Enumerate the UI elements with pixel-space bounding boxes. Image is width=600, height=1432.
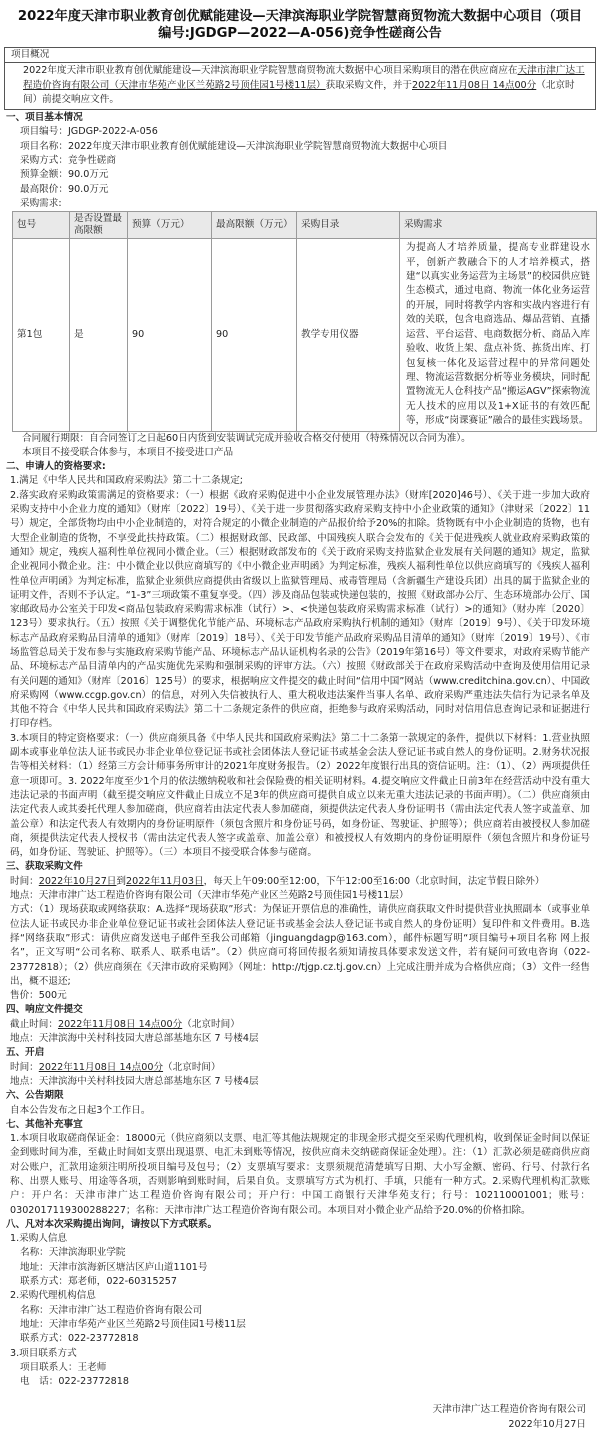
table-row <box>13 239 597 431</box>
response-deadline-suffix: （北京时间） <box>182 1018 240 1030</box>
purchaser-phone: 联系方式：郑老师，022-60315257 <box>20 1276 177 1288</box>
overview-box <box>4 47 596 110</box>
obtain-heading: 三、获取采购文件 <box>6 861 83 873</box>
basic-item: 采购方式：竞争性磋商 <box>20 155 116 167</box>
response-deadline-label: 截止时间： <box>10 1018 58 1030</box>
table-header-cell: 是否设置最高限额 <box>70 212 128 239</box>
contract-term: 合同履行期限：自合同签订之日起60日内货到安装调试完成并验收合格交付使用（特殊情况以合同为准）。 <box>22 432 471 444</box>
cell-catalog: 教学专用仪器 <box>297 239 400 431</box>
purchaser-name: 名称：天津滨海职业学院 <box>20 1247 126 1259</box>
agent-name: 名称：天津市津广达工程造价咨询有限公司 <box>20 1304 203 1316</box>
period-heading: 六、公告期限 <box>6 1090 64 1102</box>
other-heading: 七、其他补充事宜 <box>6 1118 83 1130</box>
signature-org: 天津市津广达工程造价咨询有限公司 <box>432 1404 586 1416</box>
response-deadline <box>10 1018 590 1032</box>
table-header-cell: 采购需求 <box>400 212 597 239</box>
purchaser-heading: 1.采购人信息 <box>10 1233 68 1245</box>
requirements-table <box>12 211 597 431</box>
table-header-row <box>13 212 597 239</box>
table-header-cell: 最高限额（万元） <box>212 212 297 239</box>
table-header-cell: 预算（万元） <box>128 212 212 239</box>
overview-text <box>5 63 595 109</box>
period-text: 自本公告发布之日起3个工作日。 <box>10 1104 151 1116</box>
table-header-cell: 包号 <box>13 212 70 239</box>
overview-text-c: （北京时间）前提交响应文件。 <box>23 79 575 105</box>
opening-time <box>10 1061 590 1075</box>
obtain-place: 地点：天津市津广达工程造价咨询有限公司（天津市华苑产业区兰苑路2号顶佳园1号楼11层） <box>10 890 409 902</box>
obtain-to: 到 <box>116 875 126 887</box>
basic-item: 项目编号：JGDGP-2022-A-056 <box>20 126 158 138</box>
basic-item: 预算金额：90.0万元 <box>20 169 109 181</box>
basic-item: 最高限价：90.0万元 <box>20 183 109 195</box>
agent-phone: 联系方式：022-23772818 <box>20 1333 139 1345</box>
obtain-start: 2022年10月27日 <box>38 875 117 887</box>
project-contact-phone: 电 话：022-23772818 <box>20 1376 129 1388</box>
obtain-time-label: 时间： <box>10 875 39 887</box>
obtain-price: 售价：500元 <box>10 990 67 1002</box>
opening-time-suffix: （北京时间） <box>163 1061 221 1073</box>
cell-limit: 90 <box>212 239 297 431</box>
table-header-cell: 采购目录 <box>297 212 400 239</box>
contact-heading: 八、凡对本次采购提出询问，请按以下方式联系。 <box>6 1218 218 1230</box>
basic-heading: 一、项目基本情况 <box>6 112 83 124</box>
cell-budget: 90 <box>128 239 212 431</box>
signature-date: 2022年10月27日 <box>508 1418 586 1430</box>
cell-has-limit: 是 <box>70 239 128 431</box>
obtain-time-rest: ，每天上午09:00至12:00，下午12:00至16:00（北京时间，法定节假日除外） <box>203 875 545 887</box>
obtain-time <box>10 875 590 889</box>
opening-time-label: 时间： <box>10 1061 39 1073</box>
response-deadline-value: 2022年11月08日 14点00分 <box>57 1018 183 1030</box>
response-place: 地点：天津滨海中关村科技园大唐总部基地东区 7 号楼4层 <box>10 1033 259 1045</box>
project-contact-heading: 3.项目联系方式 <box>10 1347 77 1359</box>
overview-text-a: 2022年度天津市职业教育创优赋能建设—天津滨海职业学院智慧商贸物流大数据中心项目采购项目的潜在供应商应在 <box>23 65 518 77</box>
qual-heading: 二、申请人的资格要求: <box>6 461 106 473</box>
obtain-method: 方式：（1）现场获取或网络获取：A.选择“现场获取”形式：为保证开票信息的准确性，请供应商获取文件时提供营业执照副本（或事业单位法人证书或民办非企业单位登记证书或社会团体法人登记证书或基金会法人登记证书或自然人的身份证明）复印件和文件费用。B.选择“网络获取”形式：请供应商发送电子邮件至我公司邮箱（jinguangdagp@163.com），邮件标题写明“项目编号+项目名称 网上报名”，正文写明“公司名称、联系人、联系电话”。（2）供应商可将回传报名须知请按具体要求发送文件，若有疑问可致电咨询（022-23772818）；（2）供应商须在《天津市政府采购网》（网址：http://tjgp.cz.tj.gov.cn）上完成注册并成为合格供应商；（3）文件一经售出，概不退还; <box>10 904 590 987</box>
contract-note: 本项目不接受联合体参与，本项目不接受进口产品 <box>22 446 234 458</box>
overview-deadline: 2022年11月08日 14点00分 <box>411 79 537 91</box>
qual-item-3: 3.本项目的特定资格要求：（一）供应商须具备《中华人民共和国政府采购法》第二十二条第一款规定的条件，提供以下材料：1.营业执照副本或事业单位法人证书或民办非企业单位登记证书或社会团体法人登记证书或基金会法人登记证书或自然人的身份证明。2.财务状况报告等相关材料：（1）经第三方会计师事务所审计的2021年度财务报告。（2）2022年度银行出具的资信证明。注：（1）、（2）两项提供任意一项即可。3. 2022年度至少1个月的依法缴纳税收和社会保险费的相关证明材料。4.提交响应文件截止日前3年在经营活动中没有重大违法记录的书面声明（截至提交响应文件截止日成立不足3年的供应商可提供自成立以来无重大违法记录的书面声明）。（二）供应商须由法定代表人或其委托代理人参加磋商，供应商若由法定代表人参加磋商，须提供法定代表人身份证明书（需由法定代表人签字或盖章、加盖公章）和法定代表人有效期内的身份证明原件（须包含照片和身份证号码，如身份证、驾驶证、护照等）；供应商若由被授权人参加磋商，须提供法定代表人授权书（需由法定代表人签字或盖章、加盖公章）和被授权人有效期内的身份证明原件（须包含照片和身份证号码，如身份证、驾驶证、护照等）。（三）本项目不接受联合体参与磋商。 <box>10 732 590 859</box>
qual-item-2: 2.落实政府采购政策需满足的资格要求：（一）根据《政府采购促进中小企业发展管理办法》（财库[2020]46号）、《关于进一步加大政府采购支持中小企业力度的通知》（财库〔2022〕19号）、《关于进一步贯彻落实政府采购支持中小企业政策的通知》（津财采〔2022〕11号）规定，全部货物均由中小企业制造的，对符合规定的小微企业制造的产品报价给予20%的扣除。货物既有中小企业制造的货物，也有大型企业制造的货物，不享受此扶持政策。（二）根据财政部、民政部、中国残疾人联合会发布的《关于促进残疾人就业政府采购政策的通知》规定，残疾人福利性单位视同小微企业。（三）根据财政部发布的《关于政府采购支持监狱企业发展有关问题的通知》规定，监狱企业视同小微企业。注：中小微企业以供应商填写的《中小微企业声明函》为判定标准，残疾人福利性单位以供应商填写的《残疾人福利性单位声明函》为判定标准，监狱企业须供应商提供由省级以上监狱管理局、戒毒管理局（含新疆生产建设兵团）出具的属于监狱企业的证明文件，否则不予认定。“1-3”三项政策不重复享受。（四）涉及商品包装或快递包装的，按照《财政部办公厅、生态环境部办公厅、国家邮政局办公室关于印发<商品包装政府采购需求标准（试行）>、<快递包装政府采购需求标准（试行）>的通知》（财办库〔2020〕123号）要求执行。（五）按照《关于调整优化节能产品、环境标志产品政府采购执行机制的通知》（财库〔2019〕9号）、《关于印发环境标志产品政府采购品目清单的通知》（财库〔2019〕18号）、《关于印发节能产品政府采购品目清单的通知》（财库〔2019〕19号）、《市场监管总局关于发布参与实施政府采购节能产品、环境标志产品认证机构名录的公告》（2019年第16号）等文件要求，对政府采购节能产品、环境标志产品目清单内的产品实施优先采购和强制采购的评审方法。（六）按照《财政部关于在政府采购活动中查询及使用信用记录有关问题的通知》（财库〔2016〕125号）的要求，根据响应文件提交的截止时间“信用中国”网站（www.creditchina.gov.cn）、中国政府采购网（www.ccgp.gov.cn）的信息，对列入失信被执行人、重大税收违法案件当事人名单、政府采购严重违法失信行为记录名单及其他不符合《中华人民共和国政府采购法》第二十二条规定条件的供应商，拒绝参与政府采购活动，同时对信用信息查询记录和证据进行打印存档。 <box>10 489 590 730</box>
qual-item-1: 1.满足《中华人民共和国政府采购法》第二十二条规定; <box>10 475 244 487</box>
overview-heading: 项目概况 <box>5 48 595 63</box>
page-title: 2022年度天津市职业教育创优赋能建设—天津滨海职业学院智慧商贸物流大数据中心项目（项目编号:JGDGP—2022—A-056)竞争性磋商公告 <box>17 9 583 41</box>
overview-location: 天津市津广达工程造价咨询有限公司（天津市华苑产业区兰苑路2号顶佳园1号楼11层） <box>23 65 585 91</box>
purchaser-address: 地址：天津市滨海新区塘沽区庐山道1101号 <box>20 1261 208 1273</box>
overview-text-b: 获取采购文件，并于 <box>325 79 412 91</box>
response-heading: 四、响应文件提交 <box>6 1004 83 1016</box>
agent-heading: 2.采购代理机构信息 <box>10 1290 96 1302</box>
basic-item: 采购需求: <box>20 197 62 209</box>
opening-heading: 五、开启 <box>6 1047 45 1059</box>
agent-address: 地址：天津市华苑产业区兰苑路2号顶佳园1号楼11层 <box>20 1318 246 1330</box>
basic-item: 项目名称：2022年度天津市职业教育创优赋能建设—天津滨海职业学院智慧商贸物流大数据中心项目 <box>20 140 448 152</box>
opening-place: 地点：天津滨海中关村科技园大唐总部基地东区 7 号楼4层 <box>10 1075 259 1087</box>
obtain-end: 2022年11月03日 <box>126 875 204 887</box>
project-contact-person: 项目联系人：王老师 <box>20 1361 107 1373</box>
other-text: 1.本项目收取磋商保证金：18000元（供应商须以支票、电汇等其他法规规定的非现金形式提交至采购代理机构，收到保证金时间以保证金到账时间为准，至截止时间如支票出现退票、电汇未到账等情况，按供应商未交纳磋商保证金处理）。注：（1）汇款必须是磋商供应商对公账户，汇款用途须注明所投项目编号及包号；（2）支票填写要求：支票须规范清楚填写日期、大小写金额、密码、行号、付款行名称、出票人账号、用途等各项，否则影响到账时间，后果自负。支票填写方式为机打、手填，只能有一种方式。2.采购代理机构汇款账户：开户名：天津市津广达工程造价咨询有限公司；开户行：中国工商银行天津华苑支行；行号：102110001001；账号：0302017119300288227；名称：天津市津广达工程造价咨询有限公司。本项目对小微企业产品给予20.0%的价格扣除。 <box>10 1133 590 1216</box>
opening-time-value: 2022年11月08日 14点00分 <box>38 1061 164 1073</box>
cell-requirement: 为提高人才培养质量，提高专业群建设水平，创新产教融合下的人才培养模式，搭建“以真实业务运营为主场景”的校园供应链生态模式，通过电商、物流一体化业务运营的开展，同时将教学内容和实战内容进行有效的关联，包含电商选品、爆品营销、直播运营、平台运营、电商数据分析、商品入库验收、收货上架、盘点补货、拣货出库、打包复核一体化及运营过程中的异常问题处理、物流运营数据分析等业务模块，同时配置物流无人仓科技产品“搬运AGV”探索物流无人技术的应用以及1+X证书的有效匹配等，形成“岗课赛证”融合的最佳实践场景。 <box>400 239 597 431</box>
cell-package: 第1包 <box>13 239 70 431</box>
